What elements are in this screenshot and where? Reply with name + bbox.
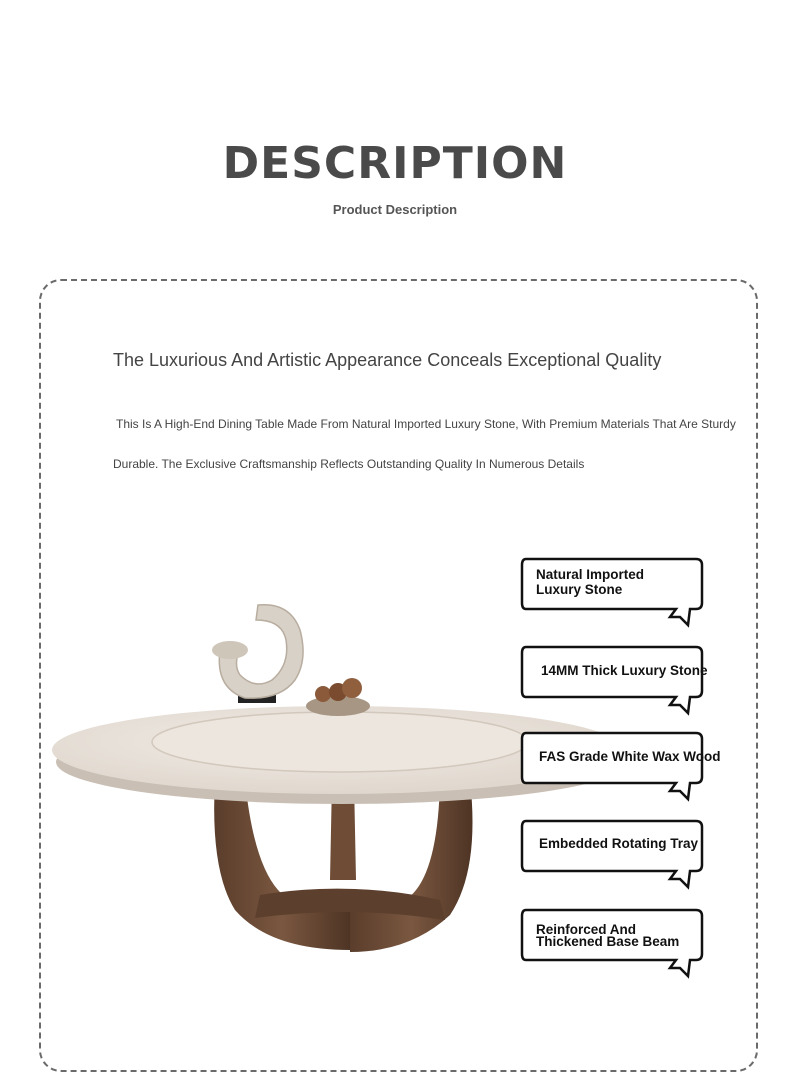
callout-label-line1: Reinforced And	[536, 922, 637, 937]
callout-thick-stone	[520, 645, 710, 717]
callout-label-line2: Luxury Stone	[536, 582, 623, 597]
callout-label-line1: FAS Grade White Wax Wood	[539, 749, 721, 764]
callout-label-line2: Thickened Base Beam	[536, 934, 680, 949]
callout-label-line1: 14MM Thick Luxury Stone	[541, 663, 708, 678]
table-base	[214, 780, 472, 952]
section-headline: The Luxurious And Artistic Appearance Conceals Exceptional Quality	[113, 350, 662, 370]
callout-label-line1: Natural Imported	[536, 567, 645, 582]
page-title: DESCRIPTION	[222, 138, 568, 189]
section-body-text: This Is A High-End Dining Table Made From Natural Imported Luxury Stone, With Premium Materials That Are Sturdy Durable. The Exclusive Craftsmanship Reflects Outstanding Quality In Numerous Details	[113, 417, 736, 471]
callout-label-line1: Embedded Rotating Tray	[539, 836, 699, 851]
callout-base-beam	[520, 908, 710, 980]
callout-natural-stone	[520, 557, 710, 629]
horn-sculpture-decor	[212, 605, 303, 703]
decor-bowl	[306, 678, 370, 716]
page-subtitle: Product Description	[332, 202, 458, 217]
callout-white-wax-wood	[520, 731, 721, 803]
callout-rotating-tray	[520, 819, 710, 891]
